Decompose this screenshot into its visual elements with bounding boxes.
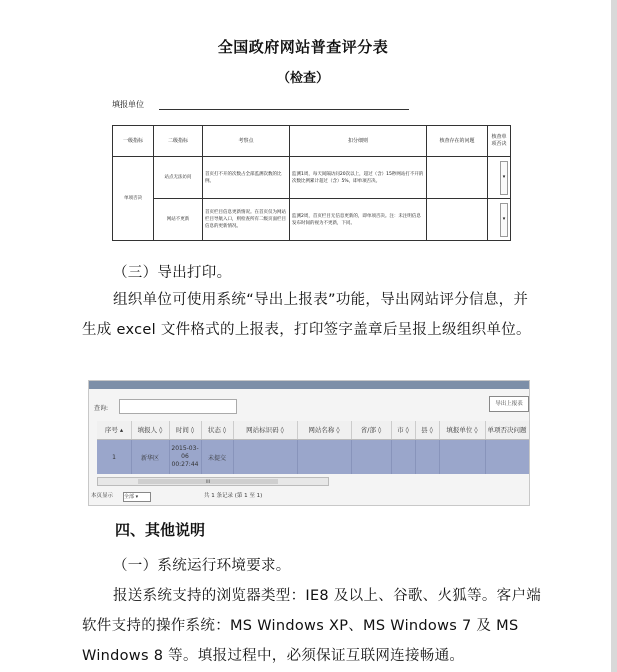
issue-cell[interactable] (427, 199, 488, 241)
page-size-select[interactable]: 全部 ▾ (123, 492, 151, 502)
veto-cell (488, 157, 511, 199)
screenshot-titlebar (89, 381, 529, 389)
table-row (113, 157, 511, 199)
col-veto-issue[interactable]: 单项否决问题 (487, 426, 527, 434)
col-level2: 二级指标 (154, 126, 203, 157)
chevron-down-icon: ▾ (502, 173, 506, 180)
col-province[interactable]: 省/部 ◊ (351, 421, 392, 439)
issue-cell[interactable] (427, 157, 488, 199)
group-cell: 单项否决 (113, 157, 154, 241)
reporting-unit-line (159, 109, 409, 110)
col-time[interactable]: 时间 ◊ (169, 421, 202, 439)
col-city[interactable]: 市 ◊ (391, 421, 416, 439)
env-heading: （一）系统运行环境要求。 (113, 558, 291, 574)
col-point: 考察点 (203, 126, 290, 157)
table-row[interactable] (97, 440, 529, 474)
cell-time: 2015-03-06 00:27:44 (169, 440, 202, 474)
cell-county (415, 440, 440, 474)
cell-province (351, 440, 392, 474)
report-screenshot (88, 380, 530, 506)
level2-cell: 网站不更新 (154, 199, 203, 241)
col-level1: 一级指标 (113, 126, 154, 157)
document-title: 全国政府网站普查评分表 (217, 38, 389, 56)
point-cell: 首页栏目信息更新情况。在首页仅为网站栏目导航入口，则检查所有二级页面栏目信息的更新情况。 (203, 199, 290, 241)
cell-veto-issue (485, 440, 529, 474)
document-subtitle: （检查） (276, 71, 329, 86)
level2-cell: 站点无法访问 (154, 157, 203, 199)
col-county[interactable]: 县 ◊ (415, 421, 440, 439)
score-table-header (113, 126, 511, 157)
cell-seq: 1 (97, 440, 132, 474)
col-site-id[interactable]: 网站标识码 ◊ (233, 421, 298, 439)
rule-cell: 监测1周，每天间隔访问20次以上，超过（含）15秒网站打不开的次数比例累计超过（含）5%，即单项否决。 (290, 157, 427, 199)
chevron-down-icon: ▾ (502, 215, 506, 222)
env-body: 报送系统支持的浏览器类型：IE8 及以上、谷歌、火狐等。客户端软件支持的操作系统：MS Windows XP、MS Windows 7 及 MS Windows 8 等。填报过程中，必须保证互联网连接畅通。 (82, 588, 542, 664)
point-cell: 首页打不开的次数占全部监测次数的比例。 (203, 157, 290, 199)
other-heading: 四、其他说明 (115, 521, 206, 539)
table-row (113, 199, 511, 241)
cell-city (391, 440, 416, 474)
reporting-unit-label: 填报单位 (112, 100, 144, 109)
cell-site-id (233, 440, 298, 474)
col-veto: 核查单项否决 (488, 126, 511, 157)
col-site-name[interactable]: 网站名称 ◊ (297, 421, 352, 439)
score-table (112, 125, 511, 241)
record-count: 共 1 条记录 (第 1 至 1) (204, 493, 263, 499)
col-unit[interactable]: 填报单位 ◊ (439, 421, 486, 439)
col-status[interactable]: 状态 ◊ (201, 421, 234, 439)
export-body: 组织单位可使用系统“导出上报表”功能，导出网站评分信息，并生成 excel 文件格式的上报表，打印签字盖章后呈报上级组织单位。 (82, 292, 531, 338)
grid-footer (89, 489, 529, 503)
cell-site-name (297, 440, 352, 474)
grid-header (97, 421, 529, 440)
col-reporter[interactable]: 填报人 ◊ (131, 421, 170, 439)
veto-select[interactable] (500, 161, 508, 195)
cell-status: 未提交 (201, 440, 234, 474)
page-edge-scrollbar (611, 0, 617, 672)
query-input[interactable] (119, 399, 237, 414)
report-grid (97, 421, 529, 481)
veto-cell (488, 199, 511, 241)
scroll-thumb[interactable]: III (138, 479, 278, 484)
cell-reporter: 新华区 (131, 440, 170, 474)
col-issue: 核查存在的问题 (427, 126, 488, 157)
query-label: 查询: (94, 405, 109, 412)
cell-unit (439, 440, 486, 474)
horizontal-scrollbar[interactable] (97, 477, 329, 486)
export-heading: （三）导出打印。 (113, 265, 232, 281)
col-rule: 扣分细则 (290, 126, 427, 157)
veto-select[interactable] (500, 203, 508, 237)
page-size-label: 本页显示 (91, 493, 114, 499)
col-seq[interactable]: 序号 ▴ (97, 421, 132, 439)
rule-cell: 监测2周，首页栏目无信息更新的，即单项否决。注：未注明信息发布时间的视为不更新，下同。 (290, 199, 427, 241)
export-report-button[interactable]: 导出上报表 (489, 396, 529, 412)
